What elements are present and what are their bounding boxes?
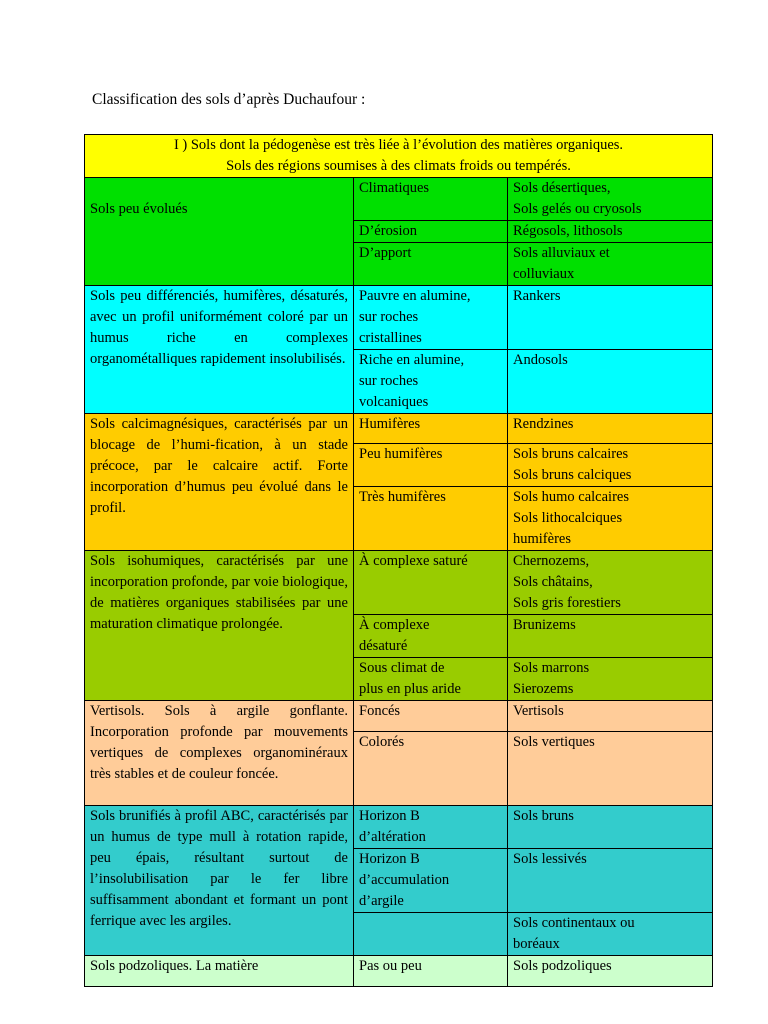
condition-cell: Climatiques [354,178,508,221]
soil-type-cell: Régosols, lithosols [508,221,713,243]
soil-type-cell: Vertisols [508,701,713,732]
soil-type-cell: Rendzines [508,414,713,444]
soil-type-cell: Andosols [508,350,713,414]
group-description: Sols peu évolués [85,178,354,286]
soil-type-cell: Sols alluviaux et colluviaux [508,243,713,286]
table-row [85,806,713,849]
condition-cell: Sous climat de plus en plus aride [354,658,508,701]
condition-cell: Humifères [354,414,508,444]
document-title: Classification des sols d’après Duchaufour : [92,91,366,108]
condition-cell: Peu humifères [354,444,508,487]
group-description: Sols isohumiques, caractérisés par une incorporation profonde, par voie biologique, de matières organiques stabilisées par une maturation climatique prolongée. [85,551,354,701]
soil-type-cell: Sols désertiques, Sols gelés ou cryosols [508,178,713,221]
soil-type-cell: Sols podzoliques [508,956,713,987]
condition-cell [354,913,508,956]
condition-cell: D’érosion [354,221,508,243]
group-description: Sols calcimagnésiques, caractérisés par un blocage de l’humi-fication, à un stade précoce, par le calcaire actif. Forte incorporation d’humus peu évolué dans le profil. [85,414,354,551]
soil-type-cell: Sols humo calcaires Sols lithocalciques humifères [508,487,713,551]
soil-type-cell: Sols continentaux ou boréaux [508,913,713,956]
condition-cell: Très humifères [354,487,508,551]
soil-classification-table [84,134,713,987]
condition-cell: À complexe désaturé [354,615,508,658]
soil-type-cell: Sols marrons Sierozems [508,658,713,701]
condition-cell: D’apport [354,243,508,286]
condition-cell: À complexe saturé [354,551,508,615]
condition-cell: Foncés [354,701,508,732]
intro-cell: I ) Sols dont la pédogenèse est très liée à l’évolution des matières organiques. Sols des régions soumises à des climats froids ou tempérés. [85,135,713,178]
condition-cell: Horizon B d’accumulation d’argile [354,849,508,913]
soil-type-cell: Brunizems [508,615,713,658]
table-row [85,956,713,987]
table-row [85,178,713,221]
condition-cell: Pauvre en alumine, sur roches cristallines [354,286,508,350]
table-row [85,551,713,615]
condition-cell: Horizon B d’altération [354,806,508,849]
intro-row [85,135,713,178]
table-row [85,414,713,444]
soil-type-cell: Sols bruns [508,806,713,849]
soil-type-cell: Rankers [508,286,713,350]
condition-cell: Pas ou peu [354,956,508,987]
table-row [85,701,713,732]
condition-cell: Riche en alumine, sur roches volcaniques [354,350,508,414]
table-row [85,286,713,350]
group-description: Sols peu différenciés, humifères, désaturés, avec un profil uniformément coloré par un humus riche en complexes organométalliques rapidement insolubilisés. [85,286,354,414]
group-description: Sols podzoliques. La matière [85,956,354,987]
soil-type-cell: Sols lessivés [508,849,713,913]
soil-type-cell: Chernozems, Sols châtains, Sols gris forestiers [508,551,713,615]
group-description: Sols brunifiés à profil ABC, caractérisés par un humus de type mull à rotation rapide, peu épais, résultant surtout de l’insolubilisation par le fer libre suffisamment abondant et formant un pont ferrique avec les argiles. [85,806,354,956]
soil-type-cell: Sols vertiques [508,732,713,806]
group-description: Vertisols. Sols à argile gonflante. Incorporation profonde par mouvements vertiques de complexes organominéraux très stables et de couleur foncée. [85,701,354,806]
condition-cell: Colorés [354,732,508,806]
soil-type-cell: Sols bruns calcaires Sols bruns calciques [508,444,713,487]
